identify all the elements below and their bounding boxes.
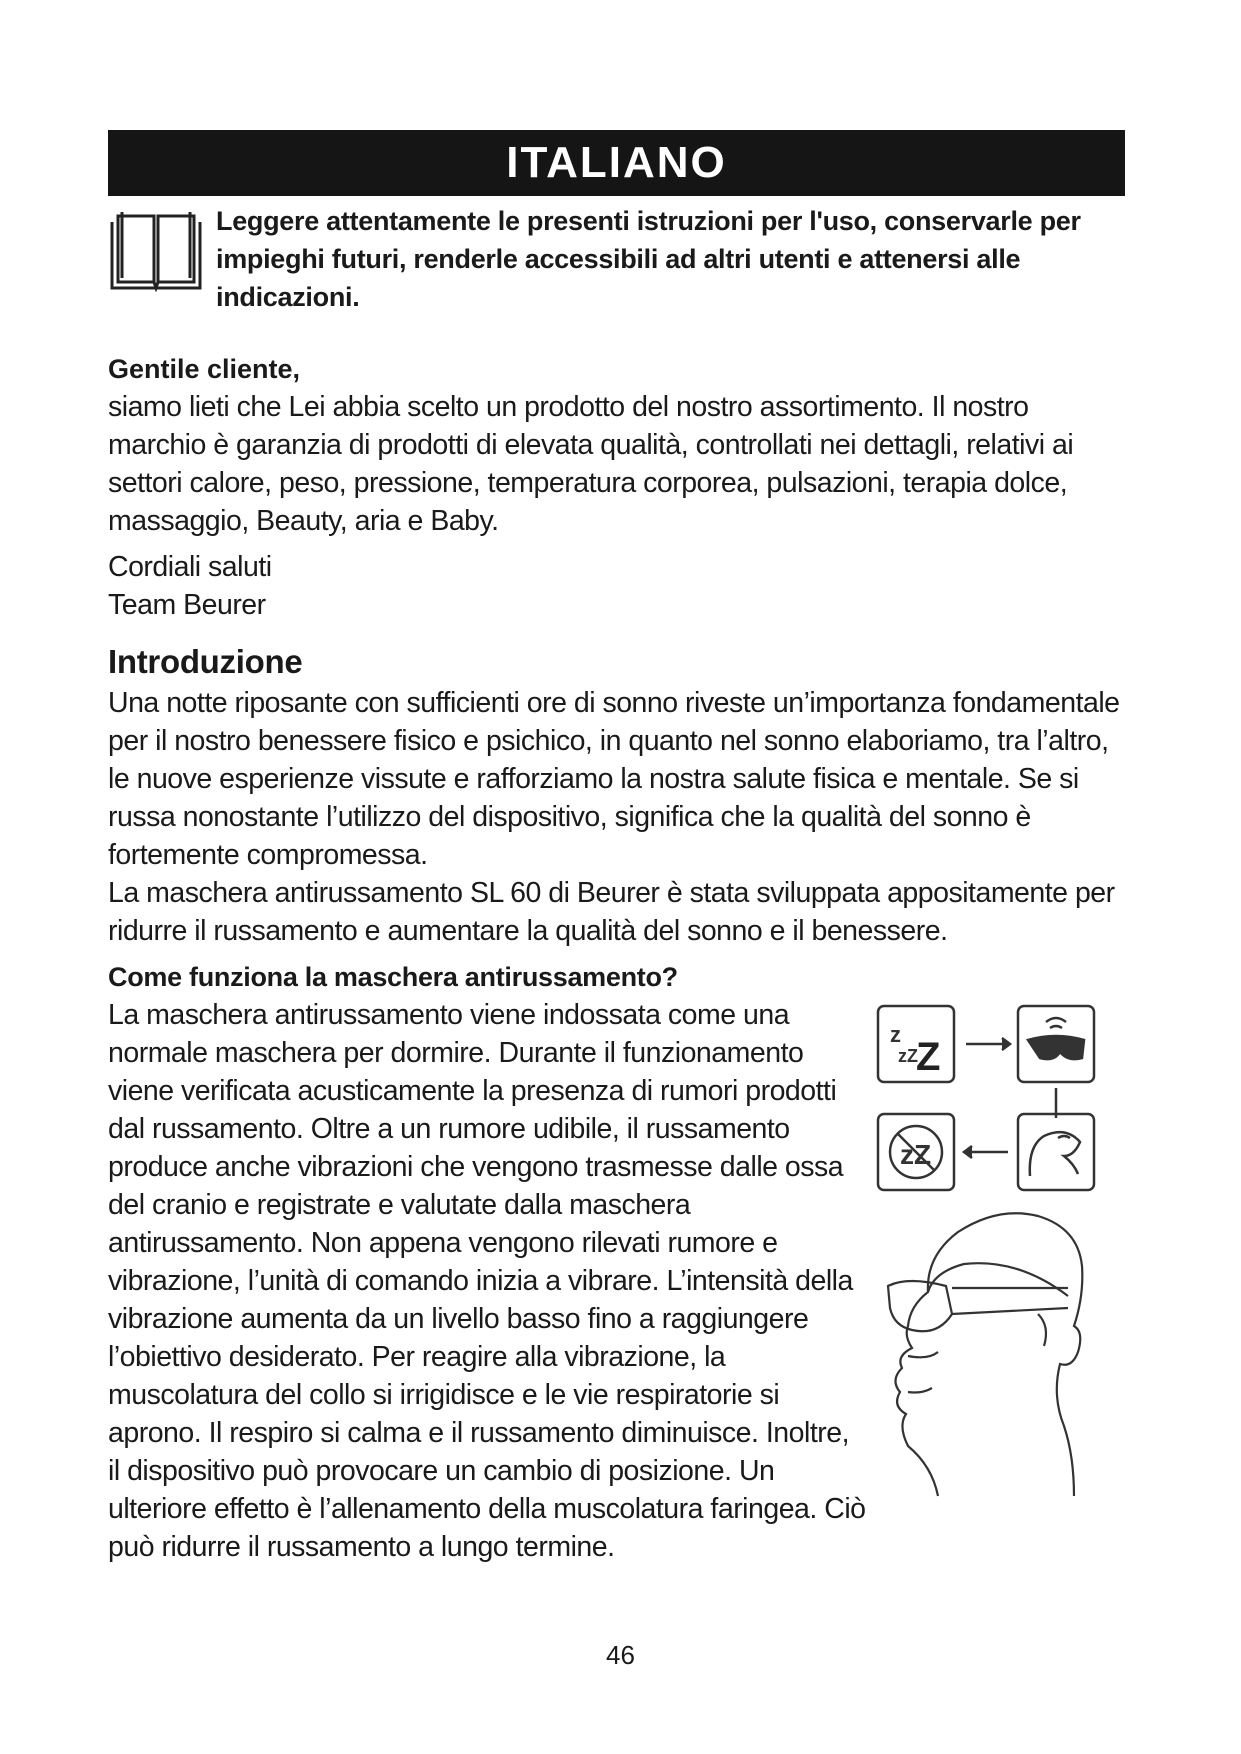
- svg-text:z: z: [890, 1022, 901, 1047]
- intro-paragraph-2: La maschera antirussamento SL 60 di Beurer è stata sviluppata appositamente per ridurre il russamento e aumentare la qualità del sonno e il benessere.: [108, 877, 1115, 947]
- manual-page: [108, 130, 1125, 1566]
- read-instructions-notice: [108, 202, 1125, 316]
- language-title: ITALIANO: [506, 138, 727, 187]
- intro-paragraph-1: Una notte riposante con sufficienti ore di sonno riveste un’importanza fondamentale per il nostro benessere fisico e psichico, in quanto nel sonno elaboriamo, tra l’altro, le nuove esperienze vissute e rafforziamo la nostra salute fisica e mentale. Se si russa nonostante l’utilizzo del dispositivo, significa che la qualità del sonno è fortemente compromessa.: [108, 687, 1120, 871]
- svg-text:zZ: zZ: [898, 1046, 918, 1066]
- signature-line: Team Beurer: [108, 589, 266, 621]
- person-mask-illustration: [888, 1213, 1082, 1496]
- svg-text:zZ: zZ: [900, 1139, 932, 1170]
- page-number: 46: [606, 1640, 635, 1670]
- open-book-icon: [108, 202, 216, 316]
- greeting-body: siamo lieti che Lei abbia scelto un prodotto del nostro assortimento. Il nostro marchio è garanzia di prodotti di elevata qualità, controllati nei dettagli, relativi ai settori calore, peso, pressione, temperatura corporea, pulsazioni, terapia dolce, massaggio, Beauty, aria e Baby.: [108, 391, 1074, 537]
- intro-heading: Introduzione: [108, 643, 303, 680]
- closing-line: Cordiali saluti: [108, 551, 272, 583]
- how-it-works-figures: [868, 996, 1125, 1566]
- snoring-zzz-icon: [878, 1006, 954, 1082]
- mask-vibration-icon: [1018, 1006, 1094, 1082]
- function-diagram: [868, 996, 1108, 1516]
- how-it-works-section: [108, 996, 1125, 1566]
- notice-text: Leggere attentamente le presenti istruzioni per l'uso, conservarle per impieghi futuri, renderle accessibili ad altri utenti e attenersi alle indicazioni.: [216, 206, 1081, 312]
- svg-text:Z: Z: [916, 1035, 941, 1079]
- how-it-works-heading: Come funziona la maschera antirussamento?: [108, 962, 678, 992]
- no-snoring-icon: [878, 1114, 954, 1190]
- head-vibration-icon: [1018, 1114, 1094, 1190]
- how-it-works-body: La maschera antirussamento viene indossata come una normale maschera per dormire. Durante il funzionamento viene verificata acusticamente la presenza di rumori prodotti dal russamento. Oltre a un rumore udibile, il russamento produce anche vibrazioni che vengono trasmesse dalle ossa del cranio e registrate e valutate dalla maschera antirussamento. Non appena vengono rilevati rumore e vibrazione, l’unità di comando inizia a vibrare. L’intensità della vibrazione aumenta da un livello basso fino a raggiungere l’obiettivo desiderato. Per reagire alla vibrazione, la muscolatura del collo si irrigidisce e le vie respiratorie si aprono. Il respiro si calma e il russamento diminuisce. Inoltre, il dispositivo può provocare un cambio di posizione. Un ulteriore effetto è l’allenamento della muscolatura faringea. Ciò può ridurre il russamento a lungo termine.: [108, 999, 866, 1563]
- language-title-bar: [108, 130, 1125, 196]
- greeting-heading: Gentile cliente,: [108, 354, 301, 384]
